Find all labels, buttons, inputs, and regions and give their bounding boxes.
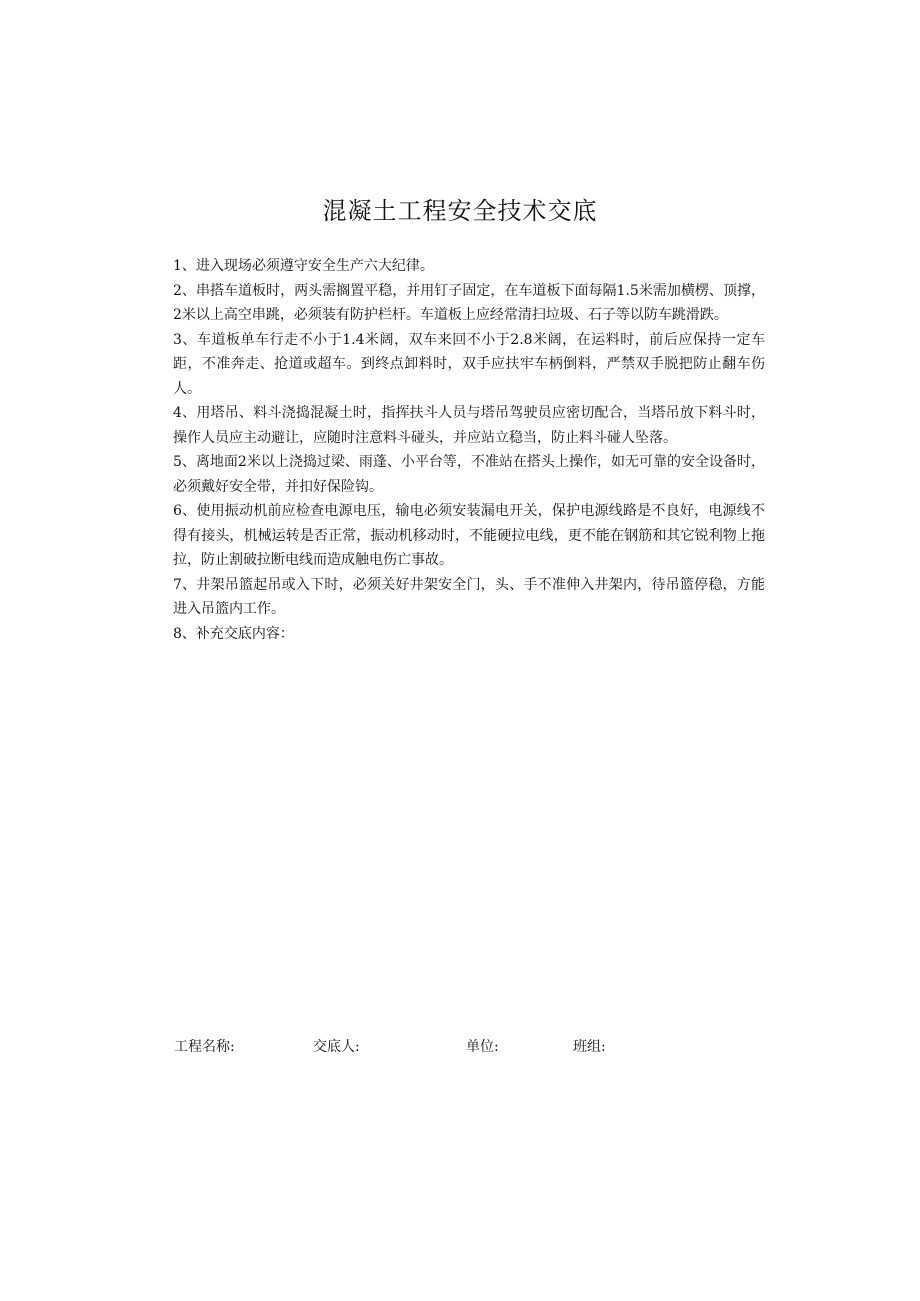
document-title: 混凝土工程安全技术交底 <box>322 197 598 225</box>
signature-footer <box>0 1035 920 1059</box>
safety-item-5: 5、离地面2米以上浇捣过梁、雨蓬、小平台等，不准站在搭头上操作，如无可靠的安全设备时，必须戴好安全带，并扣好保险钩。 <box>173 454 765 495</box>
project-name-label: 工程名称: <box>174 1039 235 1055</box>
safety-item-7: 7、井架吊篮起吊或入下时，必须关好井架安全门，头、手不准伸入井架内，待吊篮停稳，方能进入吊篮内工作。 <box>173 576 765 617</box>
safety-item-6: 6、使用振动机前应检查电源电压，输电必须安装漏电开关，保护电源线路是不良好，电源线不得有接头，机械运转是否正常，振动机移动时，不能硬拉电线，更不能在钢筋和其它锐利物上拖拉，防止割破拉断电线而造成触电伤亡事故。 <box>173 503 765 568</box>
briefer-label: 交底人: <box>313 1039 360 1055</box>
supplementary-content-label: 8、补充交底内容： <box>173 625 294 642</box>
safety-items-list <box>173 254 765 646</box>
safety-item-1: 1、进入现场必须遵守安全生产六大纪律。 <box>173 258 434 274</box>
safety-item-2: 2、串搭车道板时，两头需搁置平稳，并用钉子固定，在车道板下面每隔1.5米需加横楞、顶撑，2米以上高空串跳，必须装有防护栏杆。车道板上应经常清扫垃圾、石子等以防车跳滑跌。 <box>173 282 765 323</box>
unit-label: 单位: <box>466 1039 499 1055</box>
team-label: 班组: <box>573 1039 606 1055</box>
safety-item-3: 3、车道板单车行走不小于1.4米阔，双车来回不小于2.8米阔，在运料时，前后应保持一定车距，不准奔走、抢道或超车。到终点卸料时，双手应扶牢车柄倒料，严禁双手脱把防止翻车伤人。 <box>173 331 765 397</box>
safety-item-4: 4、用塔吊、料斗浇捣混凝土时，指挥扶斗人员与塔吊驾驶员应密切配合，当塔吊放下料斗时，操作人员应主动避让，应随时注意料斗碰头，并应站立稳当，防止料斗碰人坠落。 <box>173 405 765 446</box>
